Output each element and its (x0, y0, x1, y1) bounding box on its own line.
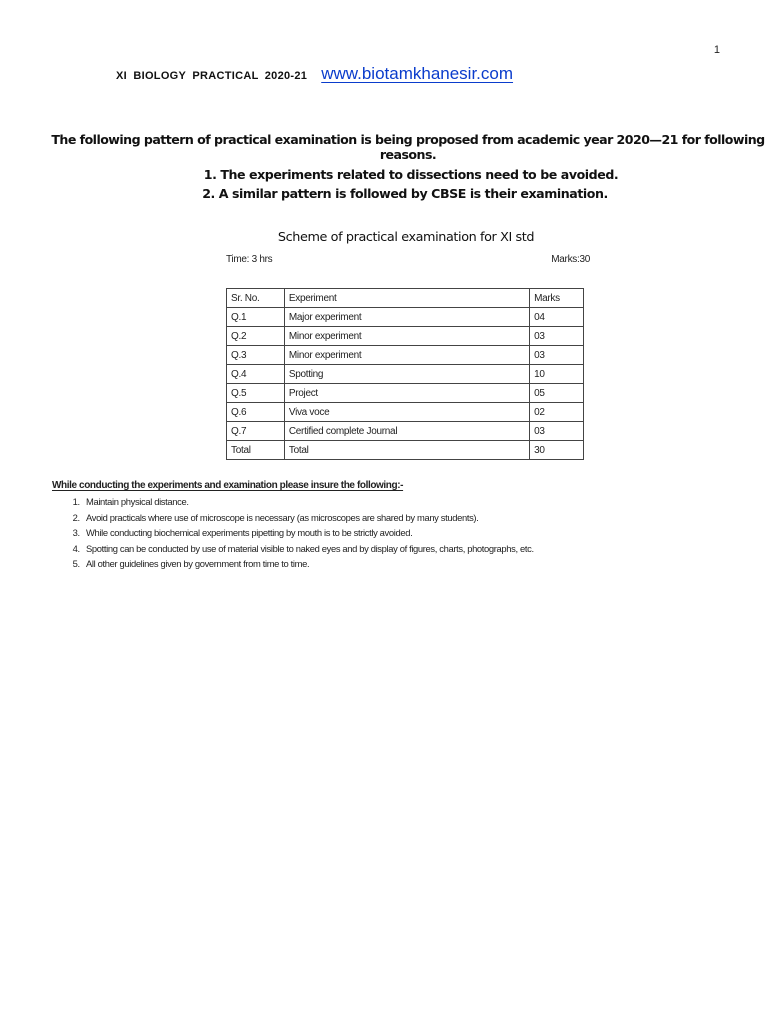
table-cell: Q.6 (227, 403, 285, 422)
table-row (227, 308, 584, 327)
table-cell: Project (284, 384, 529, 403)
table-cell: 30 (530, 441, 584, 460)
list-item: 1. Maintain physical distance. (82, 496, 732, 507)
table-total-row (227, 441, 584, 460)
list-item: 3. While conducting biochemical experiments pipetting by mouth is to be strictly avoided. (82, 527, 732, 538)
table-cell: 03 (530, 346, 584, 365)
table-row (227, 327, 584, 346)
table-cell: Q.5 (227, 384, 285, 403)
intro-line-1: The following pattern of practical examination is being proposed from academic year 2020—21 for following reasons. (51, 132, 765, 162)
table-cell: 10 (530, 365, 584, 384)
table-cell: Q.1 (227, 308, 285, 327)
table-cell: Q.3 (227, 346, 285, 365)
table-row (227, 422, 584, 441)
table-cell: Q.4 (227, 365, 285, 384)
page-number: 1 (713, 44, 720, 56)
list-item: 4. Spotting can be conducted by use of material visible to naked eyes and by display of figures, charts, photographs, etc. (82, 543, 732, 554)
exam-time: Time: 3 hrs (226, 254, 273, 265)
website-link[interactable]: www.biotamkhanesir.com (321, 64, 514, 83)
table-cell: Major experiment (284, 308, 529, 327)
column-header: Experiment (284, 289, 529, 308)
table-cell: Viva voce (284, 403, 529, 422)
table-row (227, 365, 584, 384)
table-cell: 03 (530, 422, 584, 441)
table-cell: Minor experiment (284, 327, 529, 346)
table-cell: Total (284, 441, 529, 460)
list-item: 5. All other guidelines given by government from time to time. (82, 558, 732, 569)
guidelines-heading: While conducting the experiments and examination please insure the following:- (52, 480, 404, 491)
exam-meta (226, 254, 590, 265)
intro-line-2: 1. The experiments related to dissections need to be avoided. (203, 167, 619, 182)
table-cell: Q.7 (227, 422, 285, 441)
table-cell: Spotting (284, 365, 529, 384)
list-item: 2. Avoid practicals where use of microscope is necessary (as microscopes are shared by many students). (82, 512, 732, 523)
column-header: Marks (530, 289, 584, 308)
table-cell: Minor experiment (284, 346, 529, 365)
exam-marks: Marks:30 (551, 254, 590, 265)
guidelines-section (52, 480, 732, 574)
table-row (227, 346, 584, 365)
table-header-row (227, 289, 584, 308)
table-cell: 02 (530, 403, 584, 422)
table-cell: 04 (530, 308, 584, 327)
page-header (116, 64, 513, 84)
table-row (227, 403, 584, 422)
scheme-title: Scheme of practical examination for XI std (277, 230, 535, 245)
table-cell: Certified complete Journal (284, 422, 529, 441)
table-cell: 05 (530, 384, 584, 403)
table-cell: Total (227, 441, 285, 460)
table-row (227, 384, 584, 403)
table-cell: Q.2 (227, 327, 285, 346)
intro-line-3: 2. A similar pattern is followed by CBSE is their examination. (202, 186, 608, 201)
table-cell: 03 (530, 327, 584, 346)
scheme-table (226, 288, 584, 460)
document-title: XI BIOLOGY PRACTICAL 2020-21 (116, 70, 308, 82)
intro-text (0, 132, 768, 201)
guidelines-list (52, 496, 732, 569)
column-header: Sr. No. (227, 289, 285, 308)
